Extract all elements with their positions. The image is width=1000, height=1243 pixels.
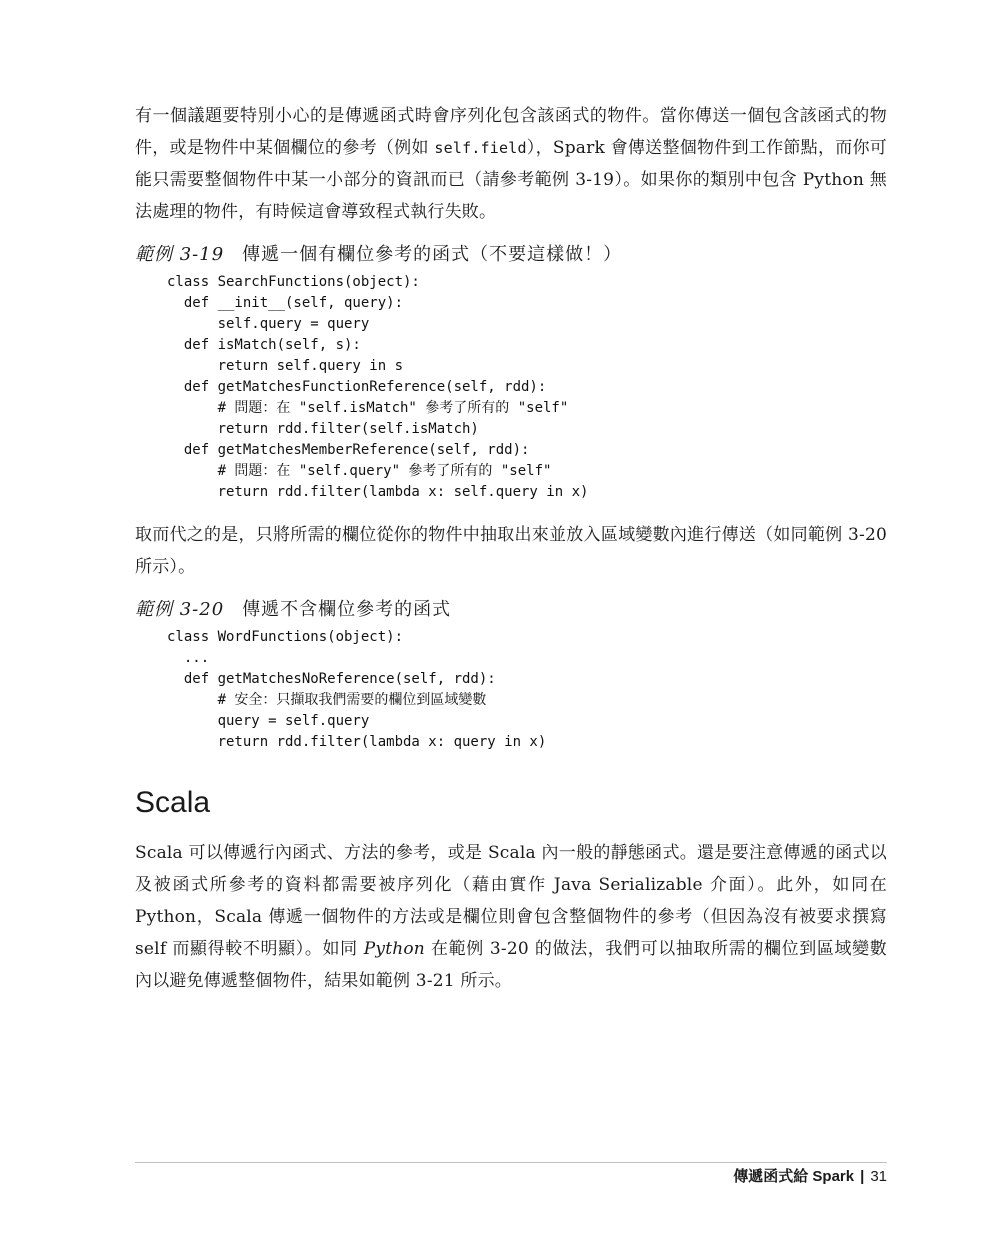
code-line: query = self.query [167, 713, 370, 729]
example-number: 範例 3-20 [135, 599, 225, 620]
italic-term: Python [363, 939, 425, 959]
code-line: return self.query in s [167, 358, 404, 374]
code-block [135, 272, 887, 503]
code-line: class SearchFunctions(object): [167, 274, 420, 290]
paragraph-alternative [135, 519, 887, 583]
code-line: # 問題：在 "self.query" 參考了所有的 "self" [167, 463, 552, 479]
code-line: def getMatchesNoReference(self, rdd): [167, 671, 496, 687]
example-caption [135, 597, 887, 623]
code-line: def isMatch(self, s): [167, 337, 361, 353]
code-line: return rdd.filter(self.isMatch) [167, 421, 479, 437]
paragraph-text: 取而代之的是，只將所需的欄位從你的物件中抽取出來並放入區域變數內進行傳送（如同範例 3-20 所示）。 [135, 525, 887, 577]
code-line: def __init__(self, query): [167, 295, 404, 311]
footer-separator: | [860, 1168, 865, 1185]
code-line: class WordFunctions(object): [167, 629, 404, 645]
example-number: 範例 3-19 [135, 244, 225, 265]
code-line: return rdd.filter(lambda x: query in x) [167, 734, 547, 750]
code-line: self.query = query [167, 316, 370, 332]
code-line: ... [167, 650, 210, 666]
code-line: def getMatchesFunctionReference(self, rdd): [167, 379, 547, 395]
code-block [135, 627, 887, 753]
paragraph-text: ），Spark 會傳送整個物件到工作節點，而你可能只需要整個物件中某一小部分的資訊而已（請參考範例 3-19）。如果你的類別中包含 Python 無法處理的物件，有時候這會導致程式執行失敗。 [135, 138, 887, 222]
code-line: return rdd.filter(lambda x: self.query in x) [167, 484, 589, 500]
inline-code: self.field [434, 139, 527, 157]
page-body [135, 100, 887, 997]
paragraph-text: 在範例 3-20 的做法，我們可以抽取所需的欄位到區域變數內以避免傳遞整個物件，結果如範例 3-21 所示。 [135, 939, 887, 991]
code-line: # 問題：在 "self.isMatch" 參考了所有的 "self" [167, 400, 569, 416]
page-number: 31 [870, 1168, 887, 1185]
code-line: # 安全：只擷取我們需要的欄位到區域變數 [167, 692, 487, 708]
paragraph-text: 有一個議題要特別小心的是傳遞函式時會序列化包含該函式的物件。當你傳送一個包含該函式的物件，或是物件中某個欄位的參考（例如 [135, 106, 887, 158]
example-caption [135, 242, 887, 268]
running-title: 傳遞函式給 Spark [733, 1168, 855, 1185]
footer-divider [135, 1162, 887, 1163]
paragraph-text: Scala 可以傳遞行內函式、方法的參考，或是 Scala 內一般的靜態函式。還是要注意傳遞的函式以及被函式所參考的資料都需要被序列化（藉由實作 Java Serializable 介面）。此外，如同在 Python，Scala 傳遞一個物件的方法或是欄位則會包含整個物件的參考（但因為沒有被要求撰寫 self 而顯得較不明顯）。如同 [135, 843, 887, 959]
paragraph-serialization-warning [135, 100, 887, 228]
section-heading: Scala [135, 786, 211, 819]
example-title: 傳遞一個有欄位參考的函式（不要這樣做！） [242, 244, 623, 265]
paragraph-scala [135, 837, 887, 997]
example-title: 傳遞不含欄位參考的函式 [242, 599, 452, 620]
code-line: def getMatchesMemberReference(self, rdd): [167, 442, 530, 458]
page-footer [733, 1166, 887, 1188]
